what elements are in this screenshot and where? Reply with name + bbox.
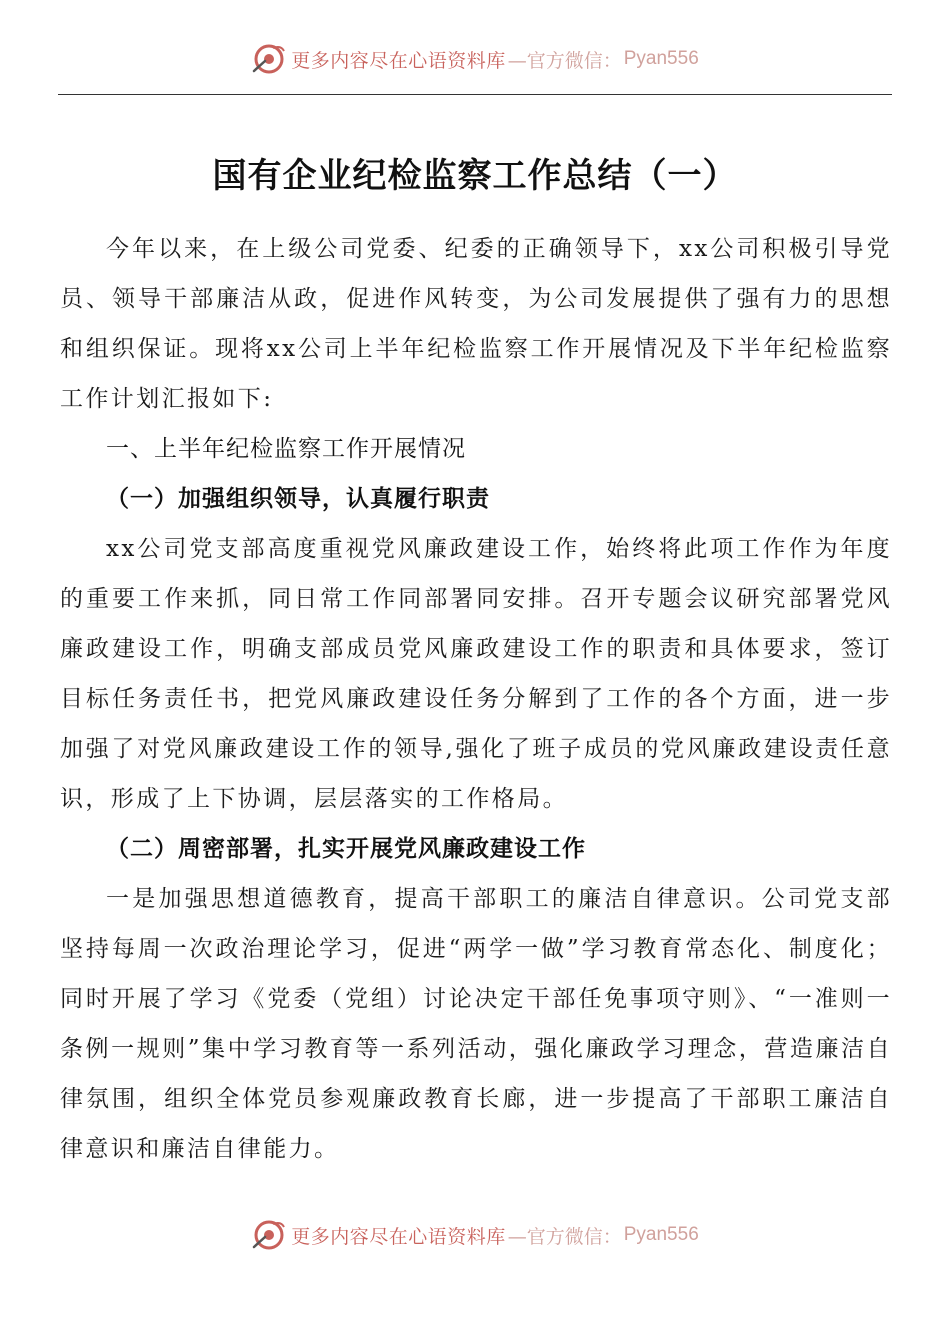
subsection-1-paragraph: xx公司党支部高度重视党风廉政建设工作，始终将此项工作作为年度的重要工作来抓，同日常工作同部署同安排。召开专题会议研究部署党风廉政建设工作，明确支部成员党风廉政建设工作的职责和具体要求，签订目标任务责任书，把党风廉政建设任务分解到了工作的各个方面，进一步加强了对党风廉政建设工作的领导,强化了班子成员的党风廉政建设责任意识，形成了上下协调，层层落实的工作格局。: [60, 536, 892, 812]
document-body: [60, 224, 892, 1174]
header-divider: [58, 94, 892, 95]
brand-watermark: [251, 41, 699, 77]
subsection-heading-2: （二）周密部署，扎实开展党风廉政建设工作: [106, 835, 586, 862]
document-title: 国有企业纪检监察工作总结（一）: [212, 156, 738, 196]
intro-paragraph: 今年以来，在上级公司党委、纪委的正确领导下，xx公司积极引导党员、领导干部廉洁从政，促进作风转变，为公司发展提供了强有力的思想和组织保证。现将xx公司上半年纪检监察工作开展情况及下半年纪检监察工作计划汇报如下:: [60, 236, 892, 412]
brand-logo-icon: [251, 41, 287, 77]
subsection-2-paragraph: 一是加强思想道德教育，提高干部职工的廉洁自律意识。公司党支部坚持每周一次政治理论学习，促进“两学一做”学习教育常态化、制度化；同时开展了学习《党委（党组）讨论决定干部任免事项守则》、“一准则一条例一规则”集中学习教育等一系列活动，强化廉政学习理念，营造廉洁自律氛围，组织全体党员参观廉政教育长廊，进一步提高了干部职工廉洁自律意识和廉洁自律能力。: [60, 886, 892, 1162]
watermark-sub-text: —官方微信：: [507, 49, 622, 72]
watermark-id-text: Pyan556: [623, 48, 699, 69]
watermark-id-text: Pyan556: [623, 1224, 699, 1245]
watermark-main-text: 更多内容尽在心语资料库: [291, 1225, 506, 1248]
subsection-heading-1: （一）加强组织领导，认真履行职责: [106, 485, 490, 512]
watermark-main-text: 更多内容尽在心语资料库: [291, 49, 506, 72]
brand-logo-icon: [251, 1217, 287, 1253]
section-heading-1: 一、上半年纪检监察工作开展情况: [106, 436, 466, 462]
page-footer-watermark: [0, 1214, 950, 1256]
brand-watermark-footer: [251, 1217, 699, 1253]
page-header-watermark: [0, 38, 950, 80]
watermark-sub-text: —官方微信：: [507, 1225, 622, 1248]
